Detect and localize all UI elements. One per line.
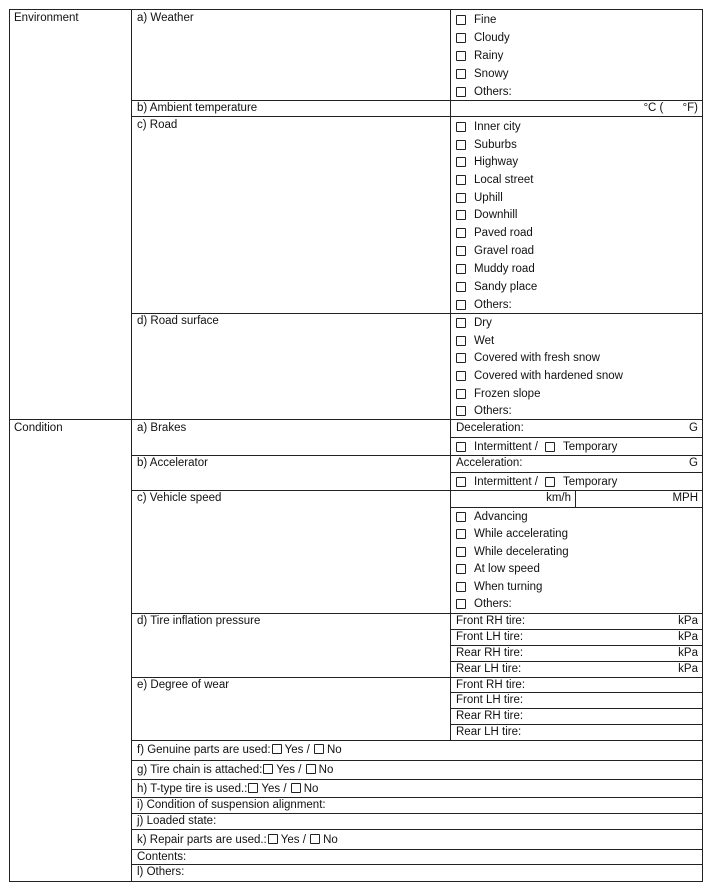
- pressure-unit: kPa: [678, 615, 698, 627]
- acceleration-unit: G: [689, 457, 698, 469]
- row-divider: [131, 779, 703, 780]
- wear-rear-rh-field[interactable]: Rear RH tire:: [456, 710, 524, 722]
- t-type-row: [137, 782, 318, 796]
- surface-hardened-snow-checkbox[interactable]: [456, 371, 466, 381]
- wear-front-rh-field[interactable]: Front RH tire:: [456, 679, 526, 691]
- tire-pressure-label: d) Tire inflation pressure: [137, 615, 261, 627]
- contents-field[interactable]: Contents:: [137, 851, 187, 863]
- genuine-parts-label: f) Genuine parts are used:: [137, 744, 271, 756]
- weather-option: Rainy: [474, 50, 504, 62]
- speed-turning-checkbox[interactable]: [456, 582, 466, 592]
- weather-label: a) Weather: [137, 12, 194, 24]
- surface-option: Frozen slope: [474, 388, 541, 400]
- road-local-street-checkbox[interactable]: [456, 175, 466, 185]
- yes-label: Yes /: [284, 744, 310, 756]
- no-label: No: [318, 764, 334, 776]
- road-option: Uphill: [474, 192, 503, 204]
- road-option: Sandy place: [474, 281, 538, 293]
- table-border-bottom: [9, 881, 703, 882]
- surface-wet-checkbox[interactable]: [456, 336, 466, 346]
- road-option: Local street: [474, 174, 534, 186]
- road-highway-checkbox[interactable]: [456, 157, 466, 167]
- brakes-label: a) Brakes: [137, 422, 187, 434]
- temperature-unit: °C ( °F): [643, 102, 698, 114]
- no-label: No: [303, 783, 319, 795]
- weather-cloudy-checkbox[interactable]: [456, 33, 466, 43]
- deceleration-unit: G: [689, 422, 698, 434]
- accelerator-intermittent-checkbox[interactable]: [456, 477, 466, 487]
- road-option: Muddy road: [474, 263, 535, 275]
- speed-unit-divider: [575, 490, 576, 507]
- repair-parts-row: [137, 833, 338, 847]
- speed-option: At low speed: [474, 563, 540, 575]
- surface-fresh-snow-checkbox[interactable]: [456, 353, 466, 363]
- section-divider: [9, 419, 703, 420]
- wear-label: e) Degree of wear: [137, 679, 230, 691]
- row-divider: [131, 829, 703, 830]
- no-label: No: [326, 744, 342, 756]
- road-inner-city-checkbox[interactable]: [456, 122, 466, 132]
- weather-option: Snowy: [474, 68, 509, 80]
- speed-unit-mph: MPH: [672, 492, 698, 504]
- road-downhill-checkbox[interactable]: [456, 210, 466, 220]
- weather-fine-checkbox[interactable]: [456, 15, 466, 25]
- tire-chain-row: [137, 763, 333, 777]
- pressure-rear-lh-field[interactable]: Rear LH tire:: [456, 663, 522, 675]
- road-option: Gravel road: [474, 245, 535, 257]
- accelerator-label: b) Accelerator: [137, 457, 208, 469]
- surface-option: Wet: [474, 335, 495, 347]
- speed-others-checkbox[interactable]: [456, 599, 466, 609]
- speed-option: While accelerating: [474, 528, 568, 540]
- others-field[interactable]: l) Others:: [137, 866, 185, 878]
- yes-label: Yes /: [261, 783, 287, 795]
- sub-divider: [450, 437, 703, 438]
- road-suburbs-checkbox[interactable]: [456, 140, 466, 150]
- speed-accelerating-checkbox[interactable]: [456, 529, 466, 539]
- genuine-yes-checkbox[interactable]: [272, 744, 282, 754]
- weather-option: Cloudy: [474, 32, 510, 44]
- weather-option: Others:: [474, 86, 512, 98]
- weather-option: Fine: [474, 14, 497, 26]
- sub-divider: [450, 507, 703, 508]
- accelerator-intermittent-label: Intermittent /: [474, 476, 538, 488]
- speed-decelerating-checkbox[interactable]: [456, 547, 466, 557]
- surface-option: Dry: [474, 317, 492, 329]
- table-border-left: [9, 9, 10, 882]
- surface-option: Covered with fresh snow: [474, 352, 600, 364]
- speed-low-speed-checkbox[interactable]: [456, 564, 466, 574]
- speed-option: Advancing: [474, 511, 528, 523]
- brakes-temporary-checkbox[interactable]: [545, 442, 555, 452]
- table-border-right: [702, 9, 703, 882]
- row-divider: [131, 455, 703, 456]
- road-option: Suburbs: [474, 139, 517, 151]
- repair-parts-label: k) Repair parts are used.:: [137, 834, 267, 846]
- speed-option: Others:: [474, 598, 512, 610]
- road-option: Downhill: [474, 209, 518, 221]
- speed-unit-kmh: km/h: [546, 492, 571, 504]
- repair-no-checkbox[interactable]: [310, 834, 320, 844]
- surface-dry-checkbox[interactable]: [456, 318, 466, 328]
- wear-front-lh-field[interactable]: Front LH tire:: [456, 694, 524, 706]
- road-muddy-checkbox[interactable]: [456, 264, 466, 274]
- surface-option: Others:: [474, 405, 512, 417]
- surface-frozen-slope-checkbox[interactable]: [456, 389, 466, 399]
- column-divider-1: [131, 9, 132, 882]
- weather-snowy-checkbox[interactable]: [456, 69, 466, 79]
- t-type-label: h) T-type tire is used.:: [137, 783, 248, 795]
- road-option: Others:: [474, 299, 512, 311]
- weather-rainy-checkbox[interactable]: [456, 51, 466, 61]
- row-divider: [131, 740, 703, 741]
- pressure-rear-rh-field[interactable]: Rear RH tire:: [456, 647, 524, 659]
- deceleration-field[interactable]: Deceleration:: [456, 422, 524, 434]
- road-others-checkbox[interactable]: [456, 300, 466, 310]
- road-label: c) Road: [137, 119, 178, 131]
- pressure-front-rh-field[interactable]: Front RH tire:: [456, 615, 526, 627]
- suspension-field[interactable]: i) Condition of suspension alignment:: [137, 799, 326, 811]
- no-label: No: [323, 834, 338, 846]
- road-gravel-checkbox[interactable]: [456, 246, 466, 256]
- row-divider: [131, 864, 703, 865]
- column-divider-2: [450, 9, 451, 741]
- vehicle-speed-label: c) Vehicle speed: [137, 492, 222, 504]
- speed-option: When turning: [474, 581, 543, 593]
- ambient-temperature-label: b) Ambient temperature: [137, 102, 258, 114]
- row-divider: [131, 116, 703, 117]
- pressure-unit: kPa: [678, 663, 698, 675]
- accelerator-temporary-label: Temporary: [563, 476, 618, 488]
- row-divider: [131, 760, 703, 761]
- repair-yes-checkbox[interactable]: [268, 834, 278, 844]
- pressure-unit: kPa: [678, 647, 698, 659]
- row-divider: [131, 813, 703, 814]
- speed-option: While decelerating: [474, 546, 569, 558]
- acceleration-field[interactable]: Acceleration:: [456, 457, 523, 469]
- accelerator-temporary-checkbox[interactable]: [545, 477, 555, 487]
- section-label-condition: Condition: [14, 422, 63, 434]
- row-divider: [131, 849, 703, 850]
- sub-divider: [450, 472, 703, 473]
- road-paved-checkbox[interactable]: [456, 228, 466, 238]
- road-option: Inner city: [474, 121, 521, 133]
- loaded-state-field[interactable]: j) Loaded state:: [137, 815, 217, 827]
- road-option: Highway: [474, 156, 519, 168]
- yes-label: Yes /: [280, 834, 306, 846]
- road-uphill-checkbox[interactable]: [456, 193, 466, 203]
- brakes-intermittent-label: Intermittent /: [474, 441, 538, 453]
- yes-label: Yes /: [276, 764, 302, 776]
- ttype-yes-checkbox[interactable]: [248, 783, 258, 793]
- chain-yes-checkbox[interactable]: [263, 764, 273, 774]
- pressure-front-lh-field[interactable]: Front LH tire:: [456, 631, 524, 643]
- table-border-top: [9, 9, 703, 10]
- section-label-environment: Environment: [14, 12, 79, 24]
- speed-advancing-checkbox[interactable]: [456, 512, 466, 522]
- brakes-temporary-label: Temporary: [563, 441, 618, 453]
- wear-rear-lh-field[interactable]: Rear LH tire:: [456, 726, 522, 738]
- road-option: Paved road: [474, 227, 533, 239]
- genuine-parts-row: [137, 743, 342, 757]
- genuine-no-checkbox[interactable]: [314, 744, 324, 754]
- road-surface-label: d) Road surface: [137, 315, 219, 327]
- weather-others-checkbox[interactable]: [456, 87, 466, 97]
- tire-chain-label: g) Tire chain is attached:: [137, 764, 263, 776]
- road-sandy-checkbox[interactable]: [456, 282, 466, 292]
- surface-others-checkbox[interactable]: [456, 406, 466, 416]
- brakes-intermittent-checkbox[interactable]: [456, 442, 466, 452]
- chain-no-checkbox[interactable]: [306, 764, 316, 774]
- pressure-unit: kPa: [678, 631, 698, 643]
- surface-option: Covered with hardened snow: [474, 370, 623, 382]
- ttype-no-checkbox[interactable]: [291, 783, 301, 793]
